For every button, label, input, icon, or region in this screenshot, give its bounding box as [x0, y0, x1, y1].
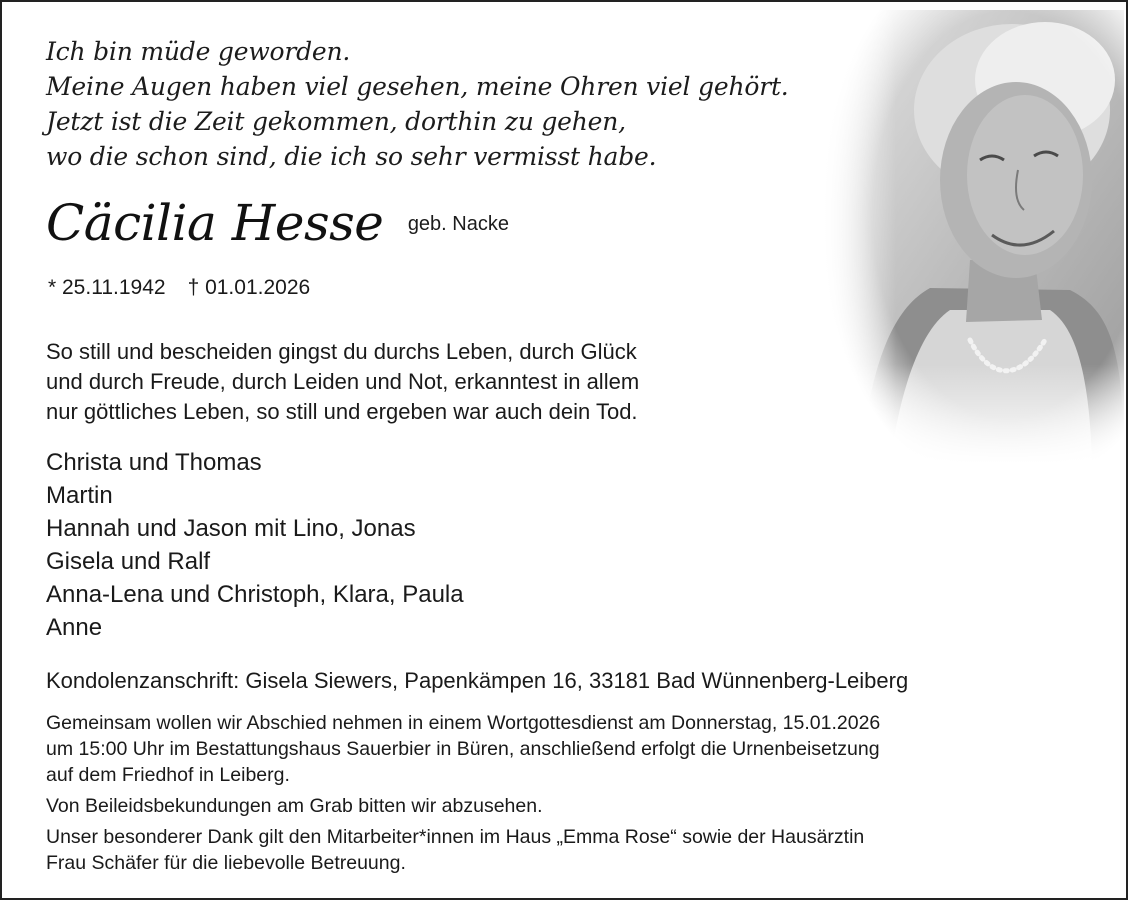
condolence-address: Kondolenzanschrift: Gisela Siewers, Papenkämpen 16, 33181 Bad Wünnenberg-Leiberg — [46, 668, 909, 693]
birth-date: * 25.11.1942 — [48, 276, 166, 299]
life-dates — [48, 276, 310, 300]
poem-line: Ich bin müde geworden. — [46, 37, 351, 66]
notice-request: Von Beileidsbekundungen am Grab bitten wir abzusehen. — [46, 795, 543, 817]
mourner-line: Gisela und Ralf — [46, 548, 211, 575]
poem — [46, 34, 789, 174]
mourner-line: Anne — [46, 614, 103, 641]
notice-line: Gemeinsam wollen wir Abschied nehmen in einem Wortgottesdienst am Donnerstag, 15.01.2026 — [46, 712, 881, 734]
verse-line: So still und bescheiden gingst du durchs Leben, durch Glück — [46, 339, 637, 364]
poem-line: wo die schon sind, die ich so sehr vermisst habe. — [46, 142, 657, 171]
death-date: † 01.01.2026 — [187, 276, 311, 299]
poem-line: Meine Augen haben viel gesehen, meine Ohren viel gehört. — [46, 72, 789, 101]
verse — [46, 337, 639, 427]
mourner-line: Hannah und Jason mit Lino, Jonas — [46, 515, 416, 542]
mourner-line: Christa und Thomas — [46, 449, 262, 476]
notice-line: auf dem Friedhof in Leiberg. — [46, 764, 290, 786]
deceased-name: Cäcilia Hesse — [46, 194, 384, 252]
mourner-line: Martin — [46, 482, 113, 509]
notice-line: Unser besonderer Dank gilt den Mitarbeiter*innen im Haus „Emma Rose“ sowie der Hausärztin — [46, 826, 865, 848]
portrait-photo — [820, 10, 1124, 464]
verse-line: und durch Freude, durch Leiden und Not, erkanntest in allem — [46, 369, 640, 394]
mourner-line: Anna-Lena und Christoph, Klara, Paula — [46, 581, 464, 608]
mourners-list — [46, 446, 464, 644]
notice-line: um 15:00 Uhr im Bestattungshaus Sauerbier in Büren, anschließend erfolgt die Urnenbeisetzung — [46, 738, 880, 760]
poem-line: Jetzt ist die Zeit gekommen, dorthin zu gehen, — [46, 107, 626, 136]
funeral-notice — [46, 710, 880, 876]
name-row — [46, 194, 509, 252]
maiden-name: geb. Nacke — [407, 213, 509, 235]
verse-line: nur göttliches Leben, so still und ergeben war auch dein Tod. — [46, 399, 638, 424]
notice-line: Frau Schäfer für die liebevolle Betreuung. — [46, 852, 406, 874]
